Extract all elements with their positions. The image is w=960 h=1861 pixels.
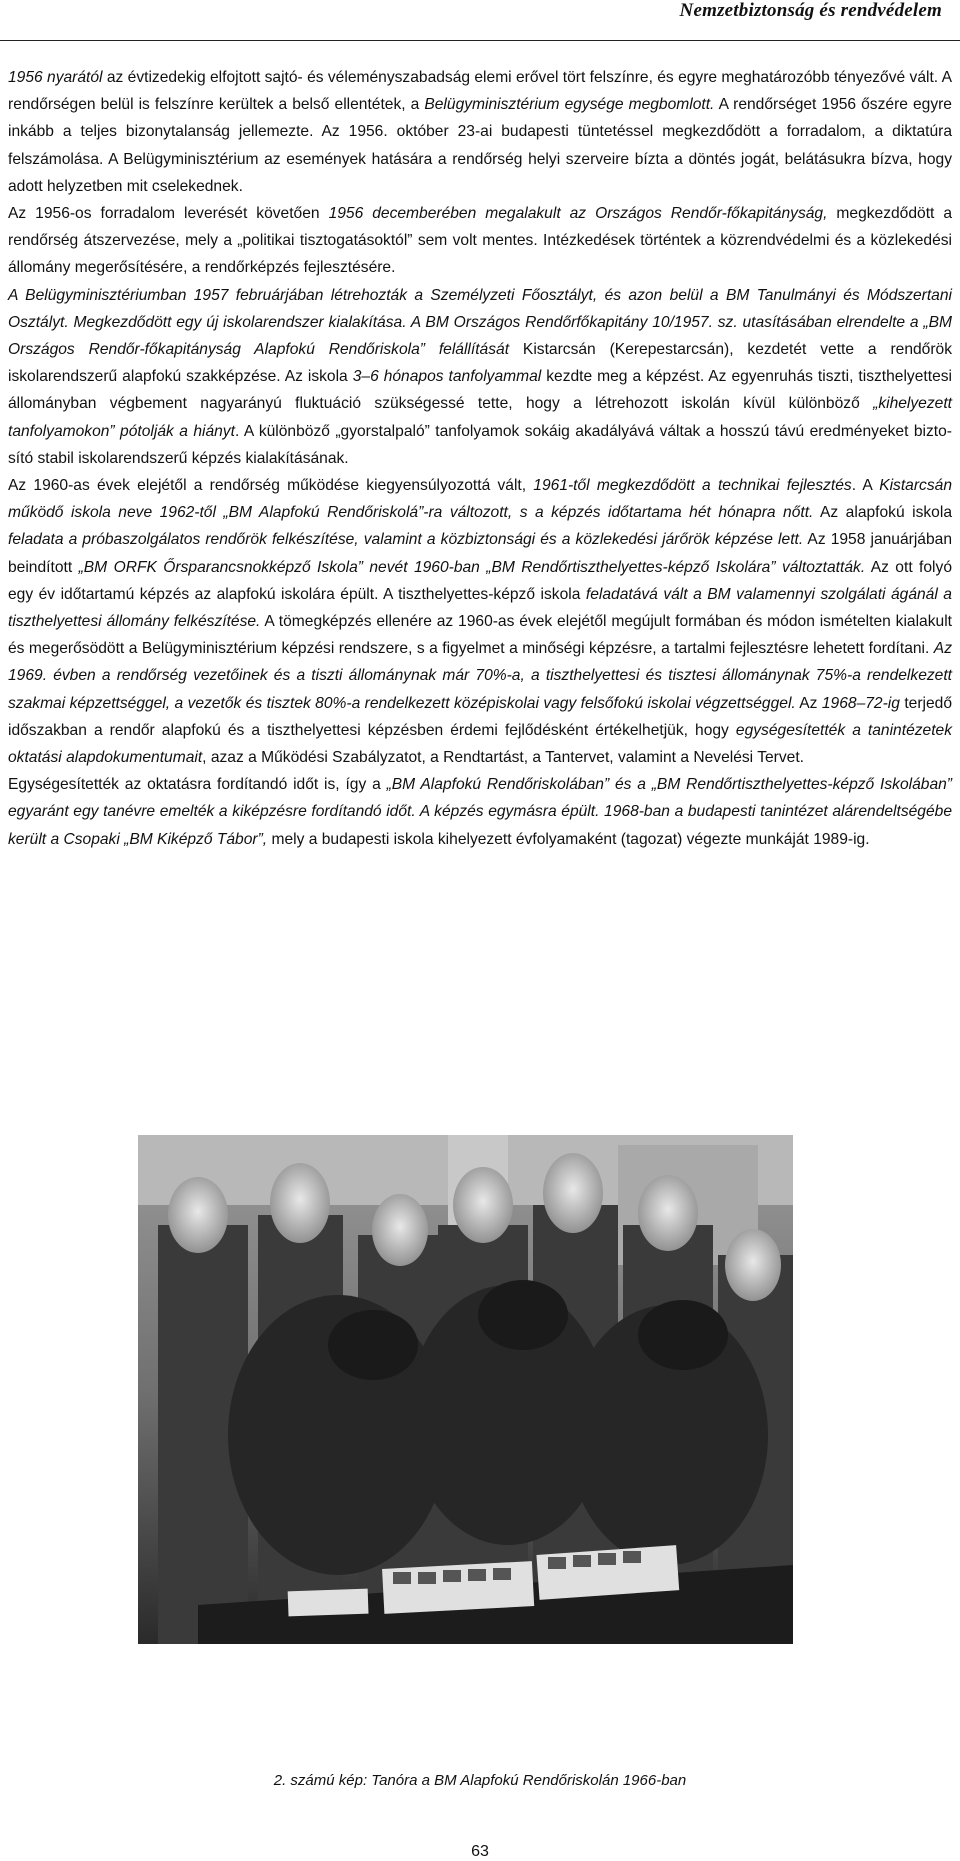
italic-run: 1961-től megkezdődött a technikai fejlesztés bbox=[533, 477, 852, 495]
italic-run: A Belügyminisztériumban 1957 februárjában létrehozták a Személyzeti Főosztályt, és azon belül a BM Tanulmányi és Módszertani Osztályt. Megkezdődött egy új iskolarendszer kialakítása. bbox=[8, 286, 952, 331]
text-run: , azaz a Működési Szabályzatot, a Rendtartást, a Tantervet, valamint a Nevelési Tervet. bbox=[202, 749, 804, 767]
italic-run: A BM Országos Rendőrfőkapitány 10/1957. sz. utasításában elrendelte a „BM Országos Rendőr-főkapitányság Alapfokú Rendőriskola” felállítását bbox=[8, 313, 952, 359]
text-run: . A különböző „gyorstalpaló” tanfolyamok sokáig akadályává váltak a hosszú távú eredményeket biztosító stabil iskolarendszerű képzés kialakításának. bbox=[8, 422, 952, 467]
text-run: Az 1958 januárjában beindított bbox=[8, 531, 952, 576]
text-run: Az ott folyó egy év időtartamú képzés az alapfokú iskolára épült. A tiszthelyettes-képző iskola bbox=[8, 558, 952, 603]
header-rule bbox=[0, 40, 960, 41]
classroom-photo bbox=[138, 1135, 793, 1644]
text-run: Egységesítették az oktatásra fordítandó időt is, így a bbox=[8, 776, 387, 794]
italic-run: feladatává vált a BM valamennyi szolgálati ágánál a tiszthelyettesi állomány felkészítése. bbox=[8, 585, 952, 631]
text-run: A tömegképzés ellenére az 1960-as évek elejétől megújult formában és módon ismételten kialakult és megerősödött a Belügyminisztérium képzési rendszere, s a figyelmet a minőségi képzésre, a tartalmi fejlesztésre lehetett fordítani. bbox=[8, 613, 952, 658]
text-run: Az bbox=[795, 694, 822, 712]
text-run: mely a budapesti iskola kihelyezett évfolyamaként (tagozat) végezte munkáját 1989-ig. bbox=[267, 830, 870, 848]
text-run: . A bbox=[851, 477, 880, 495]
page-number: 63 bbox=[471, 1843, 489, 1860]
text-run: az évtizedekig elfojtott sajtó- és véleményszabadság elemi erővel tört felszínre, és egyre meghatározóbb tényezővé vált. A rendőrségen belül is felszínre kerültek a belső ellentétek, a bbox=[8, 69, 952, 114]
italic-run: Belügyminisztérium egysége megbomlott. bbox=[424, 96, 715, 114]
text-run: megkezdődött a rendőrség átszervezése, mely a „politikai tisztogatásoktól” sem volt mentes. Intézkedések történtek a közrendvédelmi és a közlekedési állomány megerősítésére, a rendőrképzés fejlesztésére. bbox=[8, 205, 953, 277]
italic-run: 1956 decemberében megalakult az Országos Rendőr-főkapitányság, bbox=[328, 205, 828, 223]
text-run: Kistarcsán (Kerepestarcsán), kezdetét vette a rendőrök iskolarendszerű alapfokú szakképzése. Az iskola bbox=[8, 341, 953, 386]
italic-run: 3–6 hónapos tanfolyammal bbox=[352, 368, 542, 386]
italic-run: egységesítették a tanintézetek oktatási alapdokumentumait bbox=[8, 721, 953, 767]
text-run: A rendőrséget 1956 őszére egyre inkább a teljes bizonytalanság jellemezte. Az 1956. október 23-ai budapesti tüntetéssel megkezdődött a forradalom, a diktatúra felszámolása. A Belügyminisztérium az események hatására a rendőrség helyi szerveire bízta a döntés jogát, belátásukra bízva, hogy adott helyzetben mit cselekednek. bbox=[8, 96, 952, 195]
paragraph bbox=[8, 282, 952, 472]
italic-run: „BM ORFK Őrsparancsnokképző Iskola” nevét 1960-ban „BM Rendőrtiszthelyettes-képző Iskolára” változtatták. bbox=[78, 558, 866, 576]
paragraph bbox=[8, 771, 952, 853]
italic-run: feladata a próbaszolgálatos rendőrök felkészítése, valamint a közbiztonsági és a közlekedési járőrök képzése lett. bbox=[8, 531, 804, 549]
paragraph bbox=[8, 64, 952, 200]
italic-run: „BM Alapfokú Rendőriskolában” és a „BM Rendőrtiszthelyettes-képző Iskolában” egyaránt egy tanévre emelték a kiképzésre fordítandó időt. A képzés egymásra épült. 1968-ban a budapesti tanintézet alárendeltségébe került a Csopaki „BM Kiképző Tábor”, bbox=[8, 776, 952, 848]
italic-run: 1956 nyarától bbox=[8, 69, 103, 86]
paragraph bbox=[8, 200, 952, 282]
paragraph bbox=[8, 472, 952, 771]
italic-run: Az 1969. évben a rendőrség vezetőinek és a tiszti állománynak már 70%-a, a tiszthelyettesi és tisztesi állománynak 75%-a rendelkezett szakmai képzettséggel, a vezetők és tisztek 80%-a rendelkezett középiskolai vagy felsőfokú iskolai végzettséggel. bbox=[8, 640, 952, 712]
text-run: Az 1956-os forradalom leverését követően bbox=[8, 205, 329, 223]
text-run: terjedő időszakban a rendőr alapfokú és a tiszthelyettesi képzésben érdemi fejlődésként értékelhetjük, hogy bbox=[8, 694, 952, 739]
running-header: Nemzetbiztonság és rendvédelem bbox=[679, 0, 942, 21]
italic-run: „kihelyezett tanfolyamokon” pótolják a hiányt bbox=[8, 395, 952, 440]
text-run: Az alapfokú iskola bbox=[813, 504, 952, 522]
photo-caption: 2. számú kép: Tanóra a BM Alapfokú Rendőriskolán 1966-ban bbox=[273, 1772, 687, 1789]
article-body bbox=[8, 64, 952, 853]
text-run: Az 1960-as évek elejétől a rendőrség működése kiegyensúlyozottá vált, bbox=[8, 477, 534, 495]
italic-run: Kistarcsán működő iskola neve 1962-től „BM Alapfokú Rendőriskolá”-ra változott, s a képzés időtartama hét hónapra nőtt. bbox=[8, 477, 952, 522]
text-run: kezdte meg a képzést. Az egyenruhás tiszti, tiszthelyettesi állományban végbement nagyarányú fluktuáció szükségessé tette, hogy a létrehozott iskolán kívül különböző bbox=[8, 368, 953, 413]
italic-run: 1968–72-ig bbox=[821, 694, 900, 712]
